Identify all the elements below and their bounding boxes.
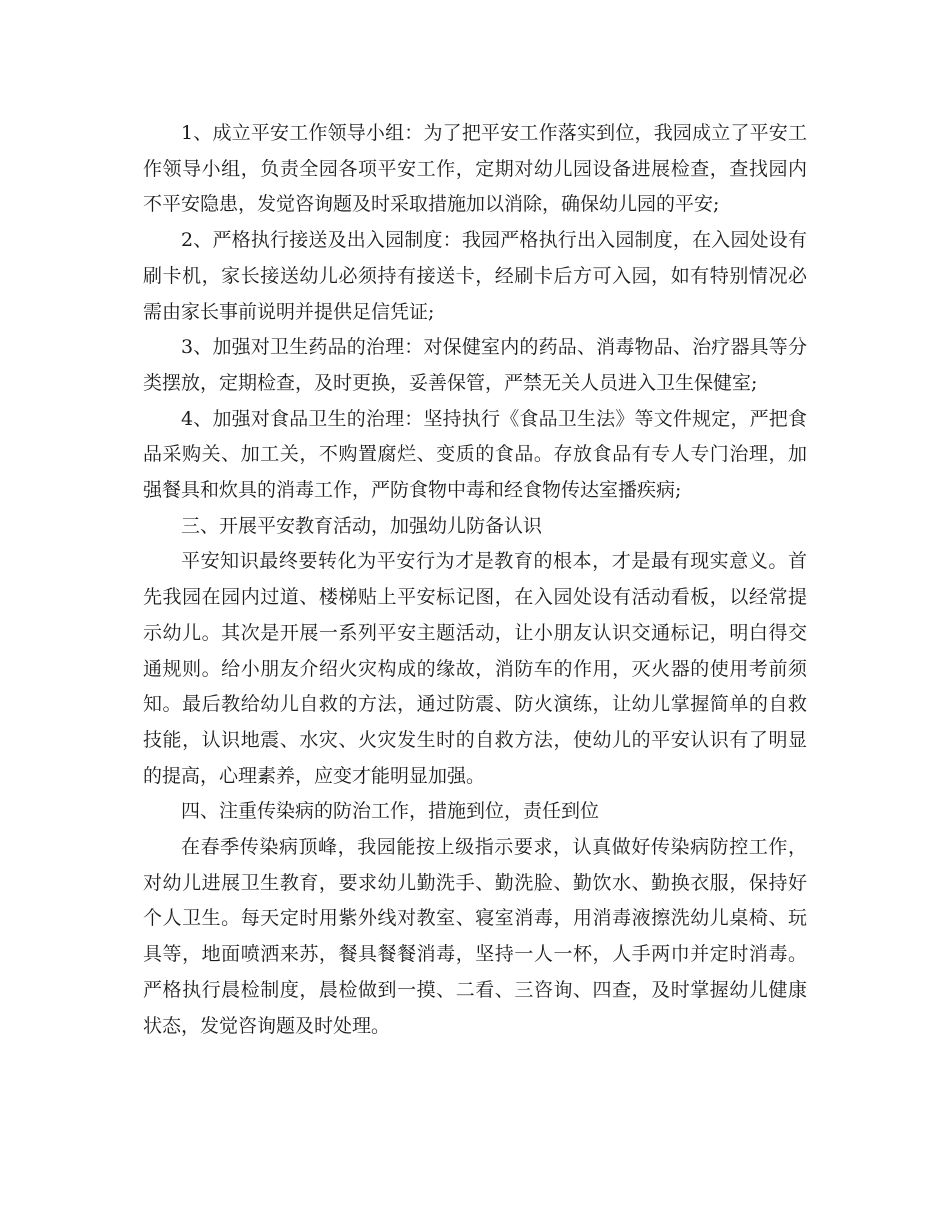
section-heading-safety-education: 三、开展平安教育活动，加强幼儿防备认识 — [181, 514, 543, 537]
paragraph-safety-leadership-group: 1、成立平安工作领导小组：为了把平安工作落实到位，我园成立了平安工作领导小组，负责全园各项平安工作，定期对幼儿园设备进展检查，查找园内不平安隐患，发觉咨询题及时采取措施加以消除，确保幼儿园的平安; — [143, 122, 807, 216]
paragraph-food-hygiene: 4、加强对食品卫生的治理：坚持执行《食品卫生法》等文件规定，严把食品采购关、加工关，不购置腐烂、变质的食品。存放食品有专人专门治理，加强餐具和炊具的消毒工作，严防食物中毒和经食物传达室播疾病; — [143, 407, 807, 502]
document-body — [143, 116, 807, 1044]
paragraph-medicine-management: 3、加强对卫生药品的治理：对保健室内的药品、消毒物品、治疗器具等分类摆放，定期检查，及时更换，妥善保管，严禁无关人员进入卫生保健室; — [143, 336, 807, 394]
paragraph-pickup-entry-rules: 2、严格执行接送及出入园制度：我园严格执行出入园制度，在入园处设有刷卡机，家长接送幼儿必须持有接送卡，经刷卡后方可入园，如有特别情况必需由家长事前说明并提供足信凭证; — [143, 229, 807, 323]
section-heading-disease-prevention: 四、注重传染病的防治工作，措施到位，责任到位 — [181, 800, 600, 823]
paragraph-disease-prevention: 在春季传染病顶峰，我园能按上级指示要求，认真做好传染病防控工作，对幼儿进展卫生教育，要求幼儿勤洗手、勤洗脸、勤饮水、勤换衣服，保持好个人卫生。每天定时用紫外线对教室、寝室消毒，用消毒液擦洗幼儿桌椅、玩具等，地面喷洒来苏，餐具餐餐消毒，坚持一人一杯，人手两巾并定时消毒。严格执行晨检制度，晨检做到一摸、二看、三咨询、四查，及时掌握幼儿健康状态，发觉咨询题及时处理。 — [143, 836, 807, 1037]
paragraph-safety-education: 平安知识最终要转化为平安行为才是教育的根本，才是最有现实意义。首先我园在园内过道、楼梯贴上平安标记图，在入园处设有活动看板，以经常提示幼儿。其次是开展一系列平安主题活动，让小朋友认识交通标记，明白得交通规则。给小朋友介绍火灾构成的缘故，消防车的作用，灭火器的使用考前须知。最后教给幼儿自救的方法，通过防震、防火演练，让幼儿掌握简单的自救技能，认识地震、水灾、火灾发生时的自救方法，使幼儿的平安认识有了明显的提高，心理素养，应变才能明显加强。 — [143, 550, 807, 787]
